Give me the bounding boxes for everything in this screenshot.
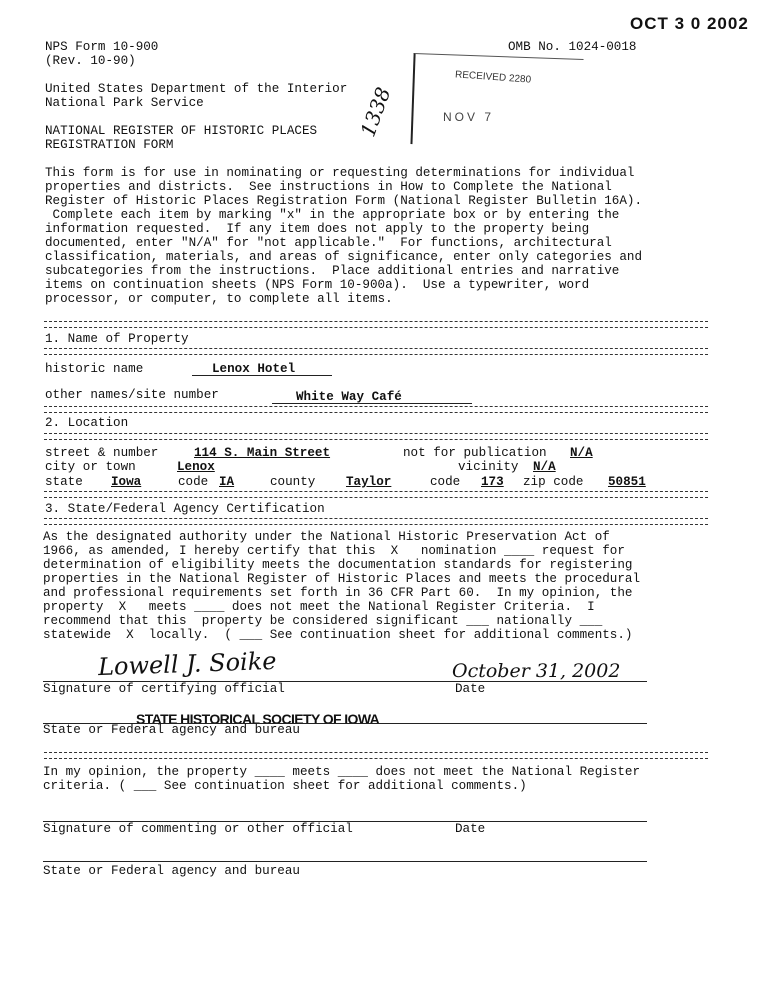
department-name: United States Department of the Interior [45,82,348,96]
omb-number: OMB No. 1024-0018 [508,40,637,54]
not-for-publication-label: not for publication [403,446,547,460]
agency2-line [43,861,647,862]
historic-name-underline [192,375,332,376]
opinion-line: criteria. ( ___ See continuation sheet for additional comments.) [43,779,527,793]
zip-code-label: zip code [523,475,584,489]
state-label: state [45,475,83,489]
agency2-label: State or Federal agency and bureau [43,864,300,878]
other-names-underline [272,403,472,404]
not-for-publication-value: N/A [570,446,593,460]
form-subtitle: REGISTRATION FORM [45,138,174,152]
certification-line: and professional requirements set forth in 36 CFR Part 60. In my opinion, the [43,586,633,600]
state-code-label: code [178,475,209,489]
instructions-line: properties and districts. See instructions in How to Complete the National [45,180,612,194]
street-label: street & number [45,446,159,460]
street-value: 114 S. Main Street [194,446,331,460]
certification-line: determination of eligibility meets the documentation standards for registering [43,558,633,572]
city-label: city or town [45,460,136,474]
instructions-line: information requested. If any item does not apply to the property being [45,222,590,236]
instructions-line: Complete each item by marking "x" in the appropriate box or by entering the [45,208,620,222]
section2-heading: 2. Location [45,416,129,430]
received-date-stamp: OCT 3 0 2002 [630,14,749,33]
vicinity-label: vicinity [458,460,519,474]
section1-heading: 1. Name of Property [45,332,189,346]
instructions-line: documented, enter "N/A" for "not applicable." For functions, architectural [45,236,612,250]
county-label: county [270,475,316,489]
form-revision: (Rev. 10-90) [45,54,136,68]
certification-line: properties in the National Register of Historic Places and meets the procedural [43,572,641,586]
section-divider [44,321,708,328]
certification-line: recommend that this property be considered significant ___ nationally ___ [43,614,603,628]
city-value: Lenox [177,460,215,474]
certification-line: property X meets ____ does not meet the National Register Criteria. I [43,600,595,614]
agency-label: State or Federal agency and bureau [43,723,300,737]
agency-stamp: STATE HISTORICAL SOCIETY OF IOWA [136,711,380,727]
form-number: NPS Form 10-900 [45,40,159,54]
state-value: Iowa [111,475,142,489]
handwritten-date: October 31, 2002 [452,660,621,682]
instructions-line: subcategories from the instructions. Place additional entries and narrative [45,264,620,278]
section-divider [44,518,708,525]
county-value: Taylor [346,475,392,489]
signature2-label: Signature of commenting or other official [43,822,353,836]
date2-label: Date [455,822,486,836]
instructions-line: items on continuation sheets (NPS Form 10-900a). Use a typewriter, word [45,278,590,292]
section-divider [44,433,708,440]
section-divider [44,752,708,759]
received-stamp-nov: NOV 7 [443,110,495,124]
section3-heading: 3. State/Federal Agency Certification [45,502,325,516]
certification-line: 1966, as amended, I hereby certify that this X nomination ____ request for [43,544,625,558]
zip-code-value: 50851 [608,475,646,489]
instructions-line: processor, or computer, to complete all items. [45,292,393,306]
county-code-value: 173 [481,475,504,489]
signature-label: Signature of certifying official [43,682,285,696]
certification-line: As the designated authority under the National Historic Preservation Act of [43,530,610,544]
other-names-value: White Way Café [296,390,402,404]
section-divider [44,491,708,498]
historic-name-value: Lenox Hotel [212,362,296,376]
received-stamp-text: RECEIVED 2280 [454,69,532,86]
certification-line: statewide X locally. ( ___ See continuation sheet for additional comments.) [43,628,633,642]
county-code-label: code [430,475,461,489]
section-divider [44,406,708,413]
instructions-line: This form is for use in nominating or requesting determinations for individual [45,166,635,180]
certifying-signature: Lowell J. Soike [97,646,277,682]
section-divider [44,348,708,355]
other-names-label: other names/site number [45,388,219,402]
vicinity-value: N/A [533,460,556,474]
service-name: National Park Service [45,96,204,110]
received-stamp-box [410,53,583,150]
date-label: Date [455,682,486,696]
opinion-line: In my opinion, the property ____ meets ____ does not meet the National Register [43,765,641,779]
historic-name-label: historic name [45,362,144,376]
handwritten-number: 1338 [355,83,396,141]
instructions-line: classification, materials, and areas of significance, enter only categories and [45,250,643,264]
instructions-line: Register of Historic Places Registration Form (National Register Bulletin 16A). [45,194,643,208]
form-title: NATIONAL REGISTER OF HISTORIC PLACES [45,124,318,138]
state-code-value: IA [219,475,235,489]
